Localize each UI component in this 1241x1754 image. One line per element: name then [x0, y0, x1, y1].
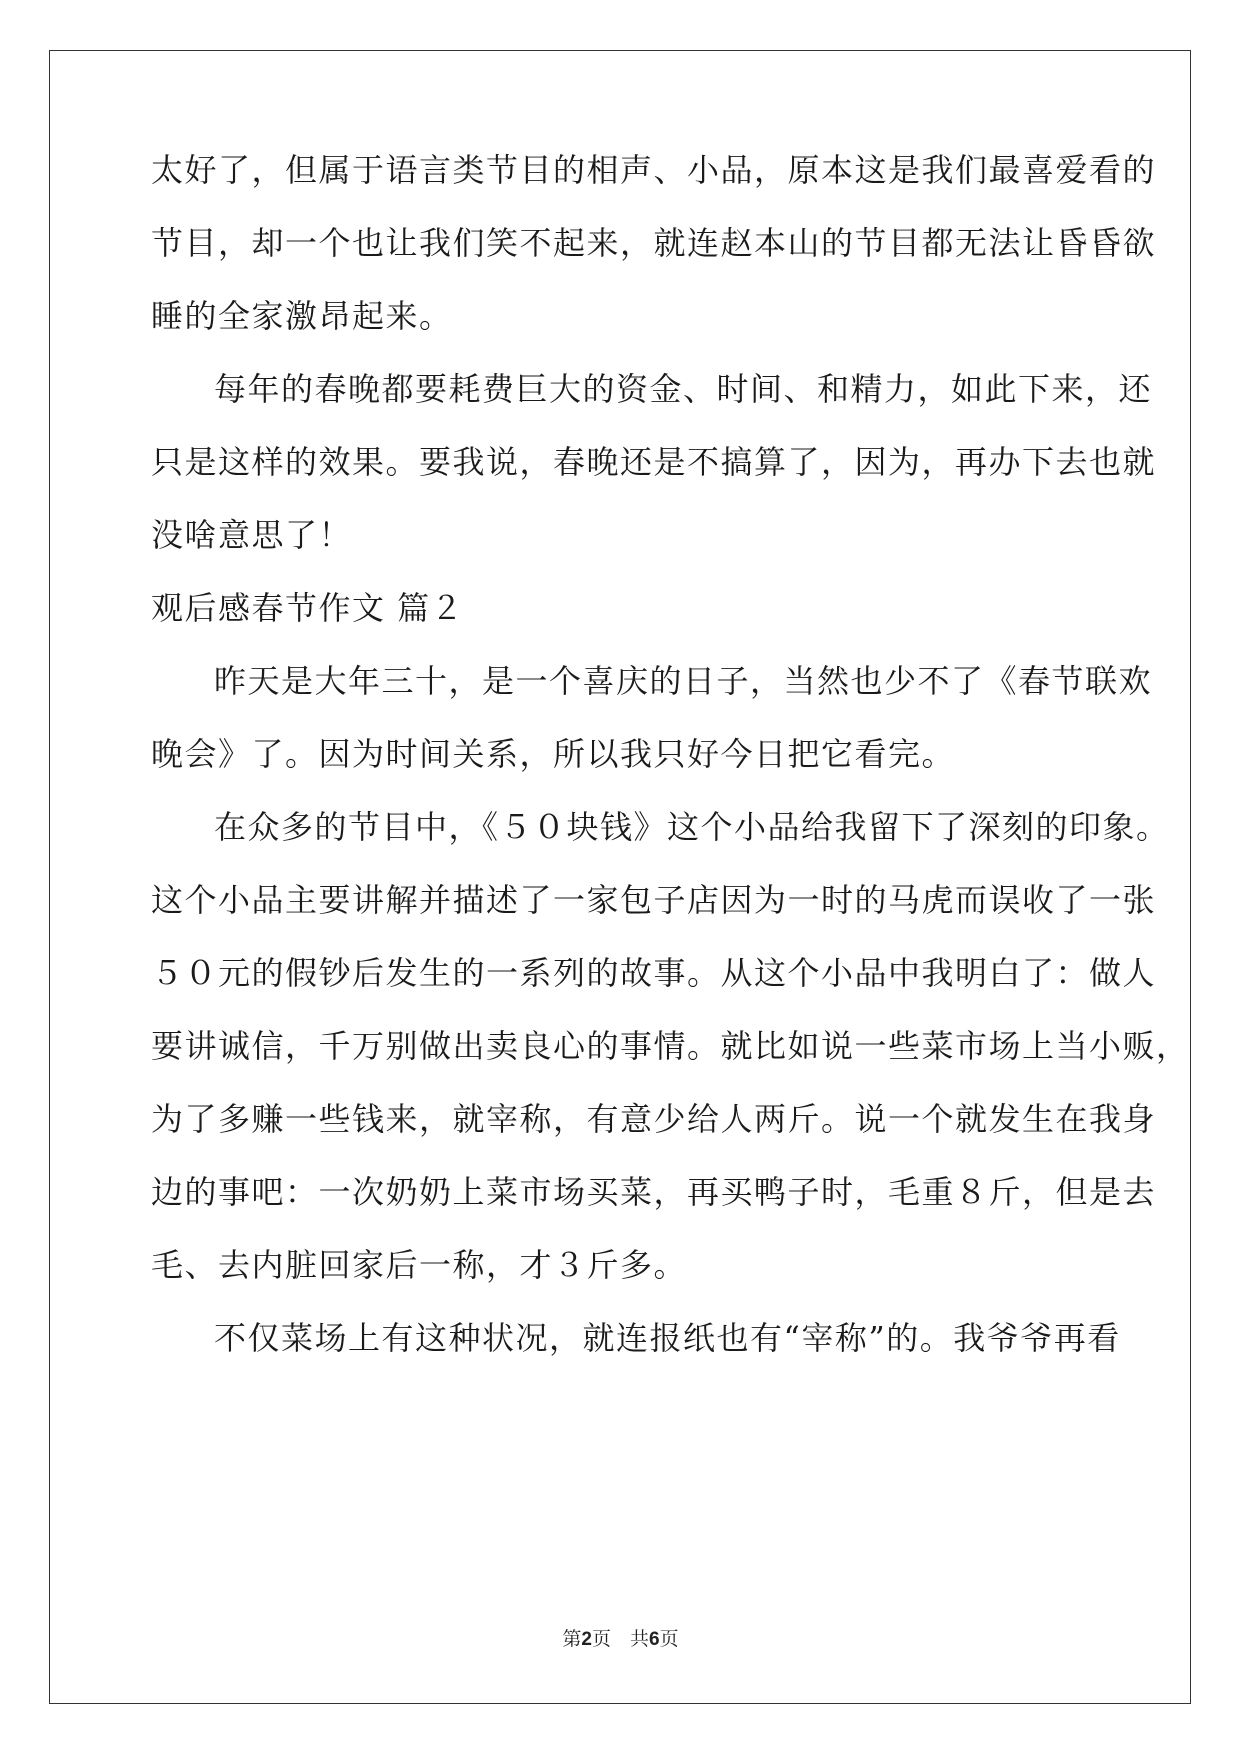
paragraph-start: 不仅菜场上有这种状况，就连报纸也有“宰称”的。我爷爷再看	[214, 1319, 1121, 1357]
text-line: 太好了，但属于语言类节目的相声、小品，原本这是我们最喜爱看的	[151, 151, 1157, 189]
section-heading: 观后感春节作文 篇２	[151, 589, 465, 627]
text-line: 为了多赚一些钱来，就宰称，有意少给人两斤。说一个就发生在我身	[151, 1100, 1157, 1138]
text-line: 边的事吧：一次奶奶上菜市场买菜，再买鸭子时，毛重８斤，但是去	[151, 1173, 1157, 1211]
text-line: 要讲诚信，千万别做出卖良心的事情。就比如说一些菜市场上当小贩，	[151, 1027, 1190, 1065]
text-line: 毛、去内脏回家后一称，才３斤多。	[151, 1246, 688, 1284]
page-number-current: 2	[581, 1629, 592, 1650]
page-mid: 页 共	[591, 1628, 649, 1650]
text-line: 睡的全家激昂起来。	[151, 297, 453, 335]
text-line: 没啥意思了！	[151, 516, 353, 554]
text-line: ５０元的假钞后发生的一系列的故事。从这个小品中我明白了：做人	[151, 954, 1157, 992]
page-prefix: 第	[562, 1628, 582, 1650]
text-line: 晚会》了。因为时间关系，所以我只好今日把它看完。	[151, 735, 956, 773]
paragraph-start: 昨天是大年三十，是一个喜庆的日子，当然也少不了《春节联欢	[214, 662, 1153, 700]
text-line: 节目，却一个也让我们笑不起来，就连赵本山的节目都无法让昏昏欲	[151, 224, 1157, 262]
paragraph-start: 在众多的节目中，《５０块钱》这个小品给我留下了深刻的印象。	[214, 808, 1170, 846]
text-line: 只是这样的效果。要我说，春晚还是不搞算了，因为，再办下去也就	[151, 443, 1157, 481]
text-line: 这个小品主要讲解并描述了一家包子店因为一时的马虎而误收了一张	[151, 881, 1157, 919]
page-number-total: 6	[649, 1629, 660, 1650]
page-footer	[0, 1624, 1241, 1651]
page-suffix: 页	[659, 1628, 679, 1650]
paragraph-start: 每年的春晚都要耗费巨大的资金、时间、和精力，如此下来，还	[214, 370, 1153, 408]
